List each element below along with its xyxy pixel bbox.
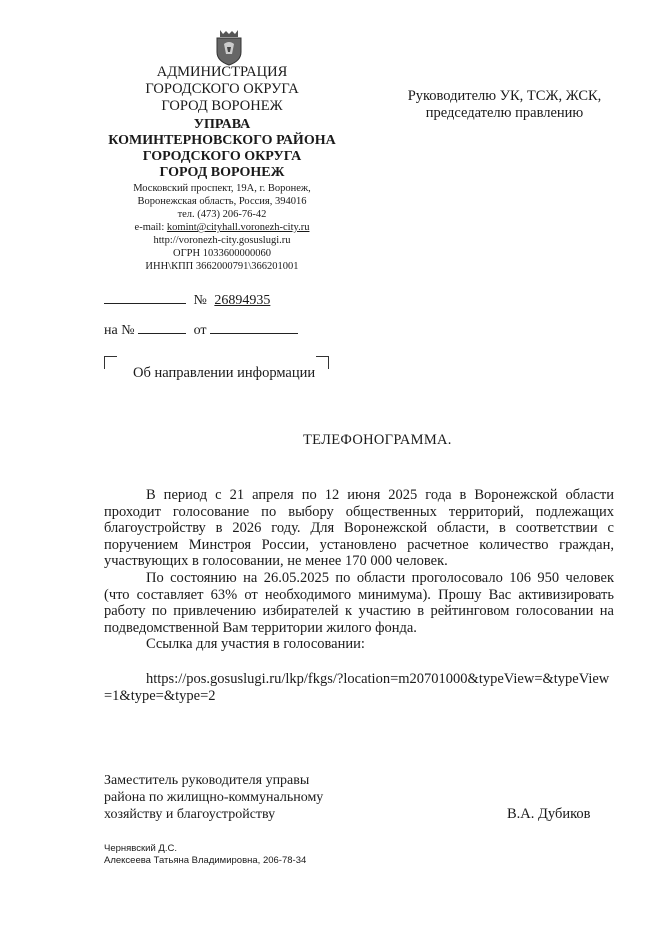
voting-link[interactable]: https://pos.gosuslugi.ru/lkp/fkgs/?location=m20701000&typeView=&typeView=1&type=&type=2 xyxy=(104,670,610,704)
subject-bracket-left xyxy=(104,356,117,369)
email-label: e-mail: xyxy=(134,222,167,233)
recipient-line-1: Руководителю УК, ТСЖ, ЖСК, xyxy=(407,88,602,104)
ogrn-line: ОГРН 1033600000060 xyxy=(173,248,271,259)
reg-date-blank xyxy=(104,292,186,304)
executor-line-2: Алексеева Татьяна Владимировна, 206-78-34 xyxy=(104,855,307,866)
ref-label: на № xyxy=(104,323,135,338)
body-paragraph-3: Ссылка для участия в голосовании: xyxy=(146,636,365,653)
email-line xyxy=(92,221,352,234)
address-line-1: Московский проспект, 19А, г. Воронеж, xyxy=(133,183,311,194)
body-paragraph-1: В период с 21 апреля по 12 июня 2025 года в Воронежской области проходит голосование по выбору общественных территорий, подлежащих благоустройству в 2026 году. Для Воронежской области, в соответствии с поручением Минстроя России, установлено расчетное количество граждан, участвующих в голосовании, не менее 170 000 человек. xyxy=(104,487,614,570)
reg-number-label: № xyxy=(193,293,207,308)
org-name-line-3: ГОРОД ВОРОНЕЖ xyxy=(161,98,283,114)
website-line: http://voronezh-city.gosuslugi.ru xyxy=(153,235,291,246)
recipient-line-2: председателю правлению xyxy=(425,105,584,121)
dept-name-line-1: УПРАВА xyxy=(193,117,251,132)
ref-from-label: от xyxy=(193,323,207,338)
document-title: ТЕЛЕФОНОГРАММА. xyxy=(303,432,452,448)
address-line-2: Воронежская область, Россия, 394016 xyxy=(137,196,307,207)
signer-position-line-1: Заместитель руководителя управы xyxy=(104,773,310,788)
dept-name-line-2: КОМИНТЕРНОВСКОГО РАЙОНА xyxy=(108,133,336,148)
body-text xyxy=(104,487,614,704)
executor-line-1: Чернявский Д.С. xyxy=(104,843,177,854)
phone-line: тел. (473) 206-76-42 xyxy=(177,209,267,220)
signer-name: В.А. Дубиков xyxy=(507,806,591,822)
org-name-line-1: АДМИНИСТРАЦИЯ xyxy=(156,64,288,80)
email-link[interactable]: komint@cityhall.voronezh-city.ru xyxy=(166,222,310,233)
reg-number-line xyxy=(104,292,270,309)
org-name-line-2: ГОРОДСКОГО ОКРУГА xyxy=(145,81,299,97)
subject: Об направлении информации xyxy=(133,365,316,381)
signer-position-line-3: хозяйству и благоустройству xyxy=(104,807,276,822)
dept-name-line-4: ГОРОД ВОРОНЕЖ xyxy=(159,165,285,180)
signer-position-line-2: района по жилищно-коммунальному xyxy=(104,790,324,805)
inn-kpp-line: ИНН\КПП 3662000791\366201001 xyxy=(145,261,299,272)
coat-of-arms-icon xyxy=(214,30,244,66)
dept-name-line-3: ГОРОДСКОГО ОКРУГА xyxy=(142,149,302,164)
ref-line xyxy=(104,322,298,339)
body-paragraph-2: По состоянию на 26.05.2025 по области проголосовало 106 950 человек (что составляет 63% от необходимого минимума). Прошу Вас активизировать работу по привлечению избирателей к участию в рейтинговом голосовании на подведомственной Вам территории жилого фонда. xyxy=(104,569,614,636)
subject-bracket-right xyxy=(316,356,329,369)
reg-number: 26894935 xyxy=(214,293,271,308)
ref-date-blank xyxy=(210,322,298,334)
ref-number-blank xyxy=(138,322,186,334)
